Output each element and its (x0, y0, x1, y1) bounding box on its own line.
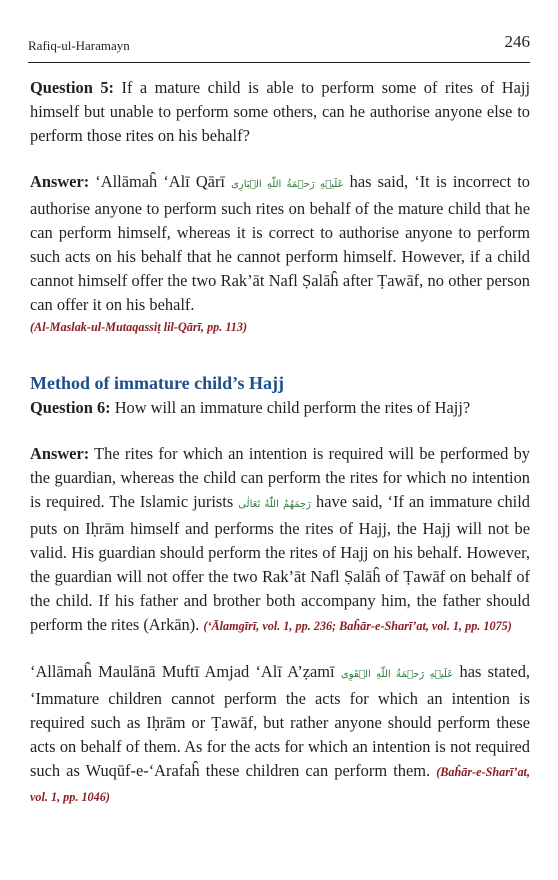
spacer (30, 420, 530, 442)
spacer (30, 148, 530, 170)
question-6-label: Question 6: (30, 398, 111, 417)
answer-6-text-before: The rites for which an intention is required will be performed by the guardian, whereas the child can perform the rites for which no intention is required. The Islamic jurists (30, 444, 530, 511)
page-header (28, 30, 530, 54)
answer-5-text-after: has said, ‘It is incorrect to authorise anyone to perform such rites on behalf of the mature child that he can perform himself, whereas it is correct to authorise anyone to perform such acts on his behalf that he cannot perform himself. However, if a child cannot himself offer the two Rak’āt Nafl Ṣalāĥ after Ṭawāf, no other person can offer it on his behalf. (30, 172, 530, 314)
reference-citation: (Baĥār-e-Sharī’at, vol. 1, pp. 1046) (30, 765, 530, 804)
answer-5 (30, 170, 530, 336)
header-divider (28, 62, 530, 63)
paragraph-text-before: ‘Allāmaĥ Maulānā Muftī Amjad ‘Alī A’ẓamī (30, 662, 341, 681)
answer-5-label: Answer: (30, 172, 90, 191)
question-6 (30, 396, 530, 420)
question-6-text: How will an immature child perform the rites of Hajj? (110, 398, 471, 417)
answer-6-label: Answer: (30, 444, 90, 463)
spacer (30, 336, 530, 370)
question-5 (30, 76, 530, 148)
answer-6-text-after: have said, ‘If an immature child puts on Iḥrām himself and performs the rites of Hajj, the Hajj will not be valid. His guardian should perform the rites of Hajj on his behalf. However, the guardian will not offer the two Rak’āt Nafl Ṣalāĥ of Ṭawāf on behalf of the child. If his father and brother both accompany him, the father should perform the rites (Arkān). (30, 492, 530, 634)
section-heading: Method of immature child’s Hajj (30, 373, 284, 393)
question-5-label: Question 5: (30, 78, 114, 97)
answer-5-text-before: ‘Allāmaĥ ‘Alī Qārī (89, 172, 232, 191)
honorific-calligraphy: رَحِمَهُمُ اللّٰهُ تَعَالٰی (238, 499, 312, 510)
question-5-text: If a mature child is able to perform some of rites of Hajj himself but unable to perform some others, can he authorise anyone else to perform those rites on his behalf? (30, 78, 531, 145)
page-number: 246 (504, 32, 530, 51)
spacer (30, 638, 530, 660)
answer-6 (30, 442, 530, 638)
honorific-calligraphy: عَلَيۡهِ رَحۡمَةُ اللّٰهِ الۡبَارِی (231, 179, 344, 190)
page-body (30, 76, 530, 809)
running-title: Rafiq-ul-Haramayn (28, 38, 130, 53)
honorific-calligraphy: عَلَيۡهِ رَحۡمَةُ اللّٰهِ الۡقَوِی (340, 669, 454, 680)
paragraph-text-after: has stated, ‘Immature children cannot perform the acts for which an intention is required such as Iḥrām or Ṭawāf, but rather anyone should perform these acts on behalf of them. As for the acts for which an intention is not required such as Wuqūf-e-‘Arafaĥ these children can perform them. (30, 662, 530, 780)
reference-citation: (Al-Maslak-ul-Mutaqassiṭ lil-Qārī, pp. 113) (30, 320, 248, 334)
reference-citation: (‘Ālamgīrī, vol. 1, pp. 236; Baĥār-e-Sharī’at, vol. 1, pp. 1075) (203, 619, 512, 633)
paragraph-amjad-ali (30, 660, 530, 809)
